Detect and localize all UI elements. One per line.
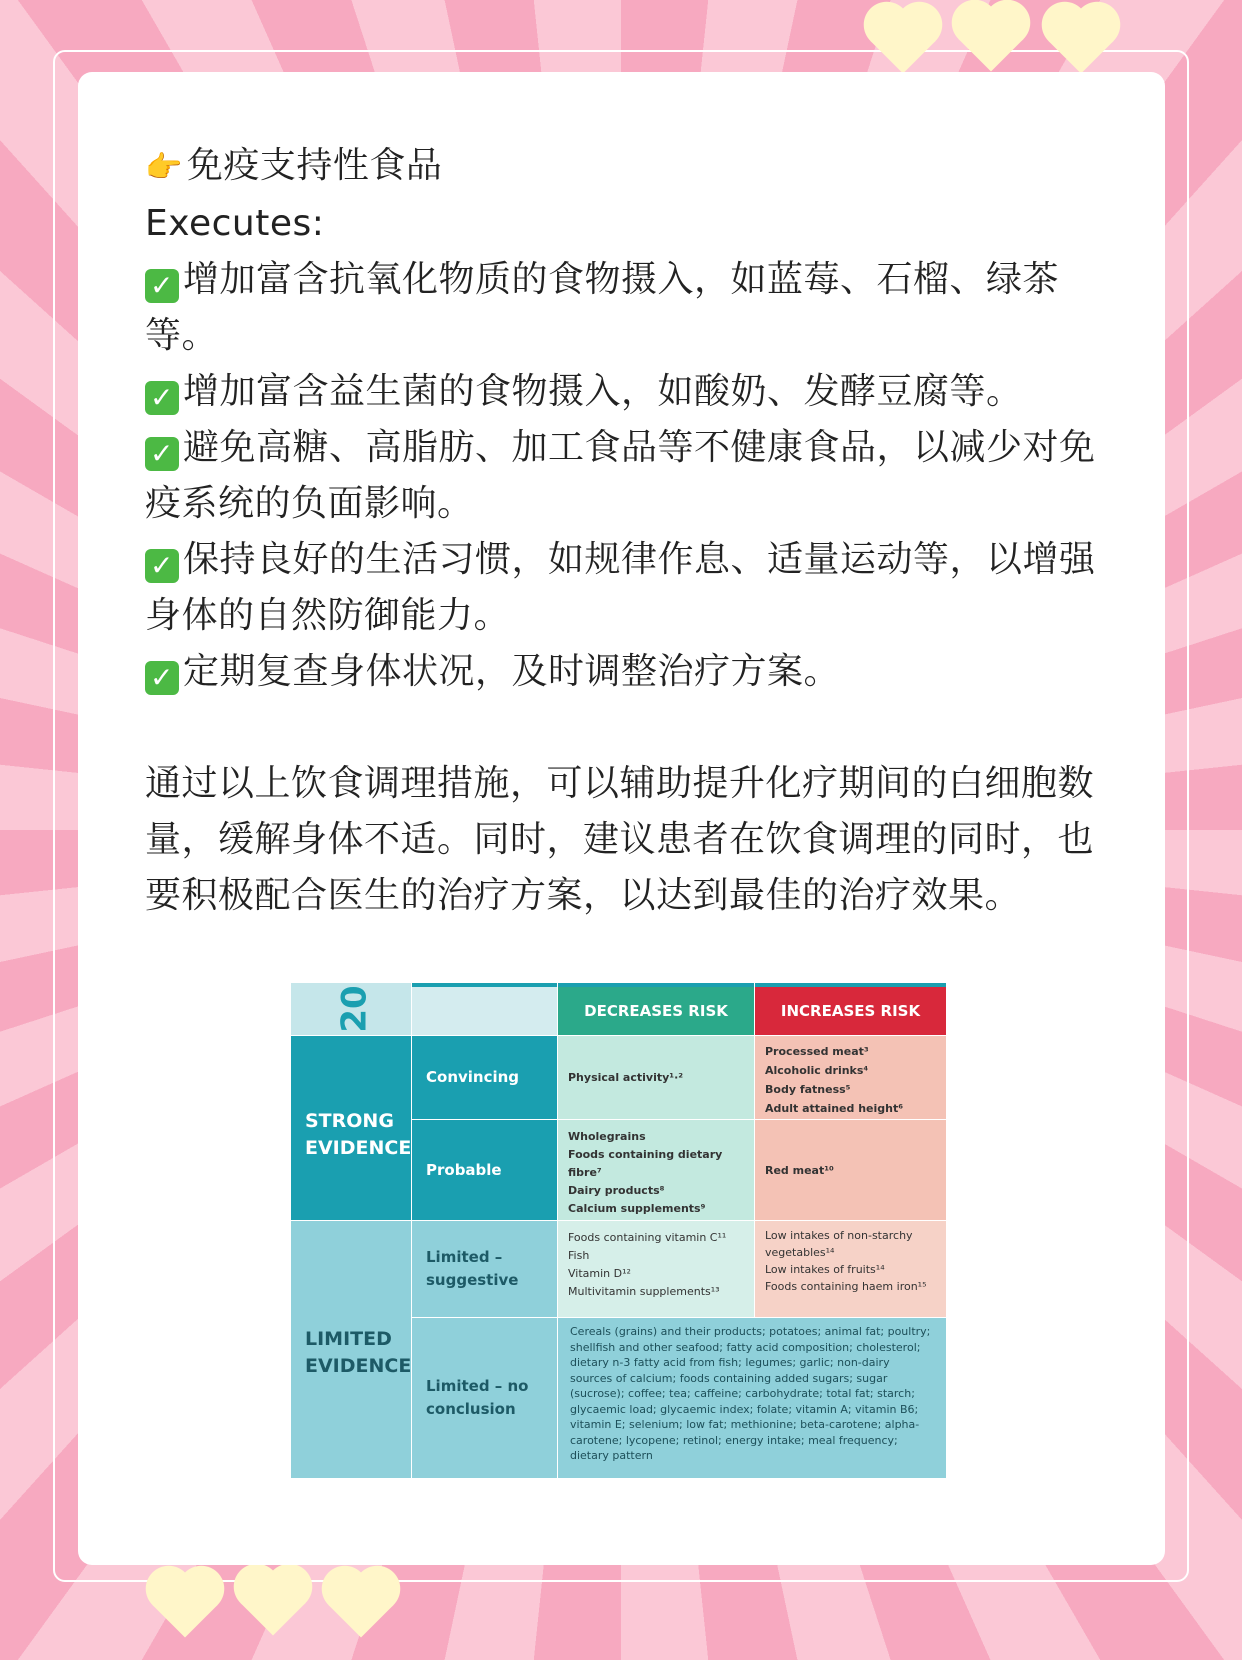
list-item: Vitamin D¹² bbox=[568, 1267, 631, 1280]
check-item: ✓ 增加富含抗氧化物质的食物摄入，如蓝莓、石榴、绿茶等。 bbox=[145, 259, 1060, 356]
heart-icon bbox=[328, 1572, 393, 1637]
list-item: Calcium supplements⁹ bbox=[568, 1202, 706, 1215]
list-item: Physical activity¹·² bbox=[568, 1070, 684, 1084]
list-item: Processed meat³ bbox=[765, 1045, 869, 1058]
check-mark-icon: ✓ bbox=[145, 269, 179, 303]
decreases-probable-cell bbox=[558, 1120, 754, 1220]
list-item: Wholegrains bbox=[568, 1130, 646, 1143]
increases-convincing-cell bbox=[755, 1036, 946, 1119]
decreases-suggestive-cell bbox=[558, 1221, 754, 1317]
no-conclusion-cell: Cereals (grains) and their products; potatoes; animal fat; poultry; shellfish and other seafood; fatty acid composition; cholesterol; dietary n-3 fatty acid from fish; legumes; garlic; non-dairy sources of calcium; foods containing added sugars; sugar (sucrose); coffee; tea; caffeine; carbohydrate; total fat; starch; glycaemic load; glycaemic index; folate; vitamin A; vitamin B6; vitamin E; selenium; low fat; methionine; beta-carotene; alpha-carotene; lycopene; retinol; energy intake; meal frequency; dietary pattern bbox=[558, 1318, 946, 1478]
list-item: Adult attained height⁶ bbox=[765, 1102, 904, 1115]
check-item: ✓ 避免高糖、高脂肪、加工食品等不健康食品，以减少对免疫系统的负面影响。 bbox=[145, 427, 1096, 524]
list-item: Fish bbox=[568, 1249, 590, 1262]
increases-risk-header: INCREASES RISK bbox=[755, 983, 946, 1035]
increases-probable-cell bbox=[755, 1120, 946, 1220]
check-mark-icon: ✓ bbox=[145, 437, 179, 471]
increases-suggestive-cell bbox=[755, 1221, 946, 1317]
year-fragment: 20 bbox=[334, 985, 375, 1033]
list-item: Low intakes of fruits¹⁴ bbox=[765, 1263, 885, 1276]
check-mark-icon: ✓ bbox=[145, 381, 179, 415]
level-no-conclusion: Limited – no conclusion bbox=[412, 1318, 557, 1478]
table-header-blank bbox=[412, 983, 557, 1035]
check-mark-icon: ✓ bbox=[145, 549, 179, 583]
level-suggestive: Limited – suggestive bbox=[412, 1221, 557, 1317]
heart-icon bbox=[240, 1570, 305, 1635]
summary-paragraph: 通过以上饮食调理措施，可以辅助提升化疗期间的白细胞数量，缓解身体不适。同时，建议患者在饮食调理的同时，也要积极配合医生的治疗方案，以达到最佳的治疗效果。 bbox=[145, 763, 1095, 916]
list-item: Red meat¹⁰ bbox=[765, 1163, 834, 1177]
pointing-hand-icon: 👉 bbox=[145, 150, 183, 185]
strong-evidence-label: STRONG EVIDENCE bbox=[291, 1036, 411, 1220]
decreases-risk-header: DECREASES RISK bbox=[558, 983, 754, 1035]
heart-icon bbox=[152, 1572, 217, 1637]
evidence-table-image bbox=[291, 983, 946, 1478]
check-item: ✓ 增加富含益生菌的食物摄入，如酸奶、发酵豆腐等。 bbox=[145, 364, 1125, 420]
list-item: Multivitamin supplements¹³ bbox=[568, 1285, 720, 1298]
list-item: Dairy products⁸ bbox=[568, 1184, 665, 1197]
article-text bbox=[145, 138, 1125, 924]
level-convincing: Convincing bbox=[412, 1036, 557, 1119]
subheading: Executes: bbox=[145, 203, 325, 244]
level-probable: Probable bbox=[412, 1120, 557, 1220]
section-heading: 👉 免疫支持性食品 bbox=[145, 138, 1125, 196]
check-mark-icon: ✓ bbox=[145, 661, 179, 695]
list-item: Foods containing haem iron¹⁵ bbox=[765, 1280, 927, 1293]
list-item: Low intakes of non-starchy vegetables¹⁴ bbox=[765, 1229, 913, 1259]
list-item: Foods containing vitamin C¹¹ bbox=[568, 1231, 727, 1244]
check-item: ✓ 定期复查身体状况，及时调整治疗方案。 bbox=[145, 644, 1125, 700]
decreases-convincing-cell bbox=[558, 1036, 754, 1119]
table-corner bbox=[291, 983, 411, 1035]
list-item: Alcoholic drinks⁴ bbox=[765, 1064, 869, 1077]
list-item: Foods containing dietary fibre⁷ bbox=[568, 1148, 723, 1179]
check-item: ✓ 保持良好的生活习惯，如规律作息、适量运动等，以增强身体的自然防御能力。 bbox=[145, 539, 1096, 636]
list-item: Body fatness⁵ bbox=[765, 1083, 851, 1096]
limited-evidence-label: LIMITED EVIDENCE bbox=[291, 1221, 411, 1478]
